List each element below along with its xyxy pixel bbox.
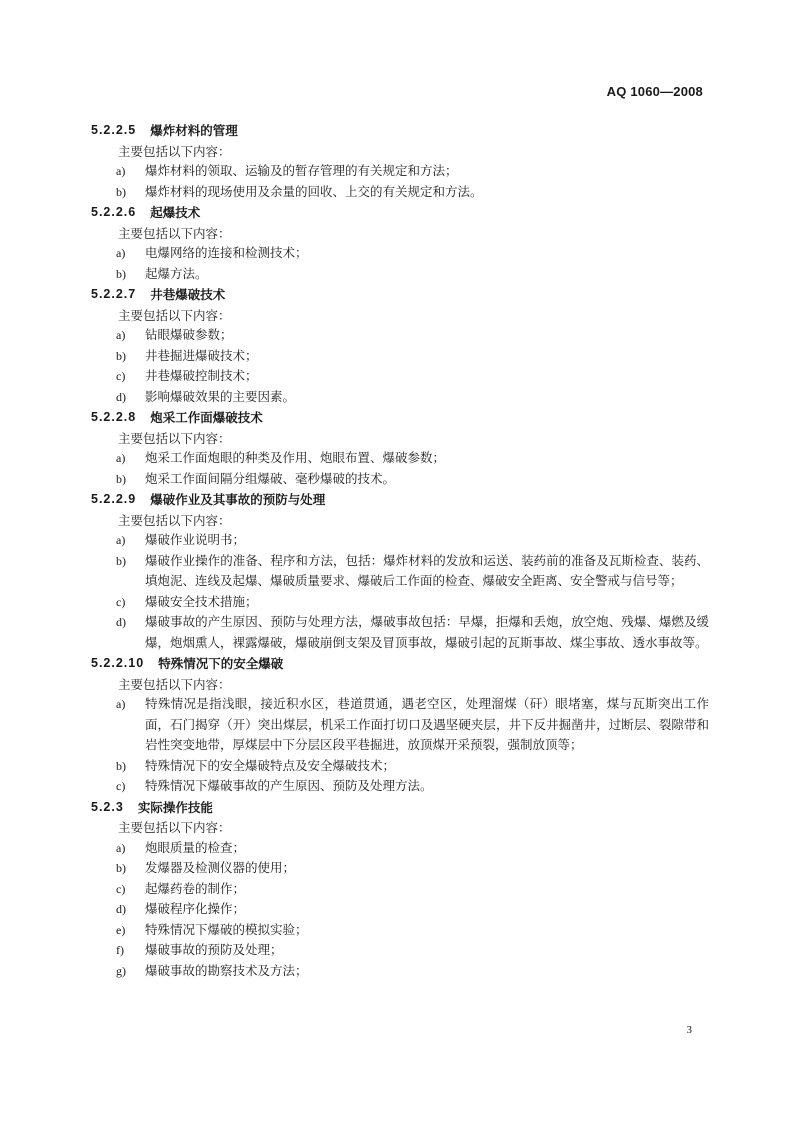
section-title: 炮采工作面爆破技术	[150, 410, 263, 426]
list-item	[91, 366, 709, 387]
section-intro: 主要包括以下内容：	[118, 307, 231, 323]
list-item	[91, 264, 709, 285]
section-intro: 主要包括以下内容：	[118, 225, 231, 241]
list-item	[91, 920, 709, 941]
list-item	[91, 387, 709, 408]
list-item-marker: e)	[116, 922, 126, 937]
list-item-text: 炮采工作面炮眼的种类及作用、炮眼布置、爆破参数；	[145, 450, 446, 465]
list-item-text: 钻眼爆破参数；	[145, 327, 233, 342]
page-number: 3	[686, 1024, 692, 1036]
list-item-marker: f)	[116, 943, 124, 957]
list-item	[91, 448, 709, 469]
section-intro: 主要包括以下内容：	[118, 143, 231, 159]
list-item-text: 爆破事故的勘察技术及方法；	[145, 962, 308, 978]
list-item-text: 井巷爆破控制技术；	[145, 368, 258, 383]
list-item	[91, 243, 709, 264]
section-heading	[91, 797, 709, 818]
list-item	[91, 899, 709, 920]
section-heading	[91, 407, 709, 428]
list-item-marker: b)	[116, 471, 126, 486]
list-item-text: 爆破事故的产生原因、预防与处理方法，爆破事故包括：早爆，拒爆和丢炮，放空炮、残爆、爆燃及缓爆，炮烟熏人，裸露爆破，爆破崩倒支架及冒顶事故，爆破引起的瓦斯事故、煤尘事故、透水事故等。	[145, 614, 709, 650]
list-item-marker: a)	[116, 451, 126, 465]
list-item-marker: b)	[116, 553, 126, 568]
list-item-text: 电爆网络的连接和检测技术；	[145, 245, 308, 260]
list-item-text: 爆炸材料的领取、运输及的暂存管理的有关规定和方法；	[145, 163, 458, 178]
list-item-text: 发爆器及检测仪器的使用；	[145, 860, 296, 875]
section-title: 爆炸材料的管理	[150, 123, 238, 139]
list-item-marker: a)	[116, 533, 126, 547]
section-number: 5.2.2.5	[91, 123, 137, 138]
list-item-text: 起爆方法。	[145, 265, 208, 281]
list-item-marker: b)	[116, 184, 126, 199]
section-intro: 主要包括以下内容：	[118, 820, 231, 836]
section-heading	[91, 202, 709, 223]
list-item-marker: a)	[116, 246, 126, 260]
list-item-text: 特殊情况下的安全爆破特点及安全爆破技术；	[145, 757, 396, 773]
list-item	[91, 346, 709, 367]
list-item-text: 爆破程序化操作；	[145, 901, 246, 916]
list-item-marker: b)	[116, 348, 126, 363]
list-item-marker: a)	[116, 840, 126, 855]
list-item	[91, 776, 709, 797]
section-number: 5.2.2.9	[91, 492, 137, 507]
list-item-marker: c)	[116, 594, 126, 609]
list-item-marker: b)	[116, 861, 126, 875]
list-item	[91, 592, 709, 613]
list-item-marker: a)	[116, 164, 126, 178]
list-item-text: 爆破作业操作的准备、程序和方法，包括：爆炸材料的发放和运送、装药前的准备及瓦斯检查、装药、填炮泥、连线及起爆、爆破质量要求、爆破后工作面的检查、爆破安全距离、安全警戒与信号等；	[145, 552, 709, 588]
list-item-text: 起爆药卷的制作；	[145, 880, 246, 896]
section-title: 起爆技术	[150, 205, 201, 221]
list-item-text: 特殊情况下爆破的模拟实验；	[145, 921, 308, 937]
list-item-text: 特殊情况是指浅眼，接近积水区，巷道贯通，遇老空区，处理溜煤（矸）眼堵塞，煤与瓦斯突出工作面，石门揭穿（开）突出煤层，机采工作面打切口及遇坚硬夹层，井下反井掘凿井，过断层、裂隙带和岩性突变地带，厚煤层中下分层区段平巷掘进，放顶煤开采预裂，强制放顶等；	[145, 696, 709, 752]
section-heading	[91, 120, 709, 141]
section-heading	[91, 284, 709, 305]
list-item	[91, 161, 709, 182]
list-item	[91, 879, 709, 900]
section-title: 实际操作技能	[137, 799, 213, 815]
list-item	[91, 612, 709, 653]
list-item	[91, 756, 709, 777]
list-item-marker: d)	[116, 902, 126, 916]
section-intro: 主要包括以下内容：	[118, 512, 231, 528]
standard-number: AQ 1060—2008	[606, 84, 703, 99]
list-item-marker: d)	[116, 615, 126, 629]
list-item	[91, 694, 709, 756]
list-item-text: 井巷掘进爆破技术；	[145, 347, 258, 363]
section-title: 爆破作业及其事故的预防与处理	[150, 492, 326, 508]
list-item-text: 炮采工作面间隔分组爆破、毫秒爆破的技术。	[145, 470, 396, 486]
list-item-marker: b)	[116, 758, 126, 773]
list-item-marker: c)	[116, 369, 126, 383]
list-item-text: 爆破安全技术措施；	[145, 593, 258, 609]
list-item	[91, 530, 709, 551]
list-item-text: 特殊情况下爆破事故的产生原因、预防及处理方法。	[145, 778, 433, 793]
section-number: 5.2.2.6	[91, 205, 137, 220]
section-number: 5.2.2.8	[91, 410, 137, 425]
list-item-text: 影响爆破效果的主要因素。	[145, 388, 296, 404]
list-item-marker: a)	[116, 697, 126, 711]
list-item	[91, 325, 709, 346]
section-intro: 主要包括以下内容：	[118, 676, 231, 692]
list-item-marker: c)	[116, 779, 126, 793]
list-item	[91, 858, 709, 879]
list-item	[91, 940, 709, 961]
section-intro: 主要包括以下内容：	[118, 430, 231, 446]
section-title: 井巷爆破技术	[150, 287, 226, 303]
list-item	[91, 961, 709, 982]
section-number: 5.2.2.10	[91, 656, 145, 671]
list-item	[91, 551, 709, 592]
section-number: 5.2.3	[91, 799, 124, 814]
list-item-marker: g)	[116, 963, 126, 978]
list-item-marker: c)	[116, 881, 126, 896]
list-item	[91, 469, 709, 490]
list-item-text: 爆破事故的预防及处理；	[145, 942, 283, 957]
list-item-text: 爆炸材料的现场使用及余量的回收、上交的有关规定和方法。	[145, 183, 483, 199]
section-title: 特殊情况下的安全爆破	[158, 656, 284, 672]
section-number: 5.2.2.7	[91, 287, 137, 302]
list-item-text: 炮眼质量的检查；	[145, 839, 246, 855]
list-item-marker: b)	[116, 266, 126, 281]
list-item	[91, 838, 709, 859]
list-item-text: 爆破作业说明书；	[145, 532, 246, 547]
list-item-marker: d)	[116, 389, 126, 404]
list-item-marker: a)	[116, 328, 126, 342]
section-heading	[91, 489, 709, 510]
list-item	[91, 182, 709, 203]
section-heading	[91, 653, 709, 674]
document-body	[91, 120, 709, 981]
